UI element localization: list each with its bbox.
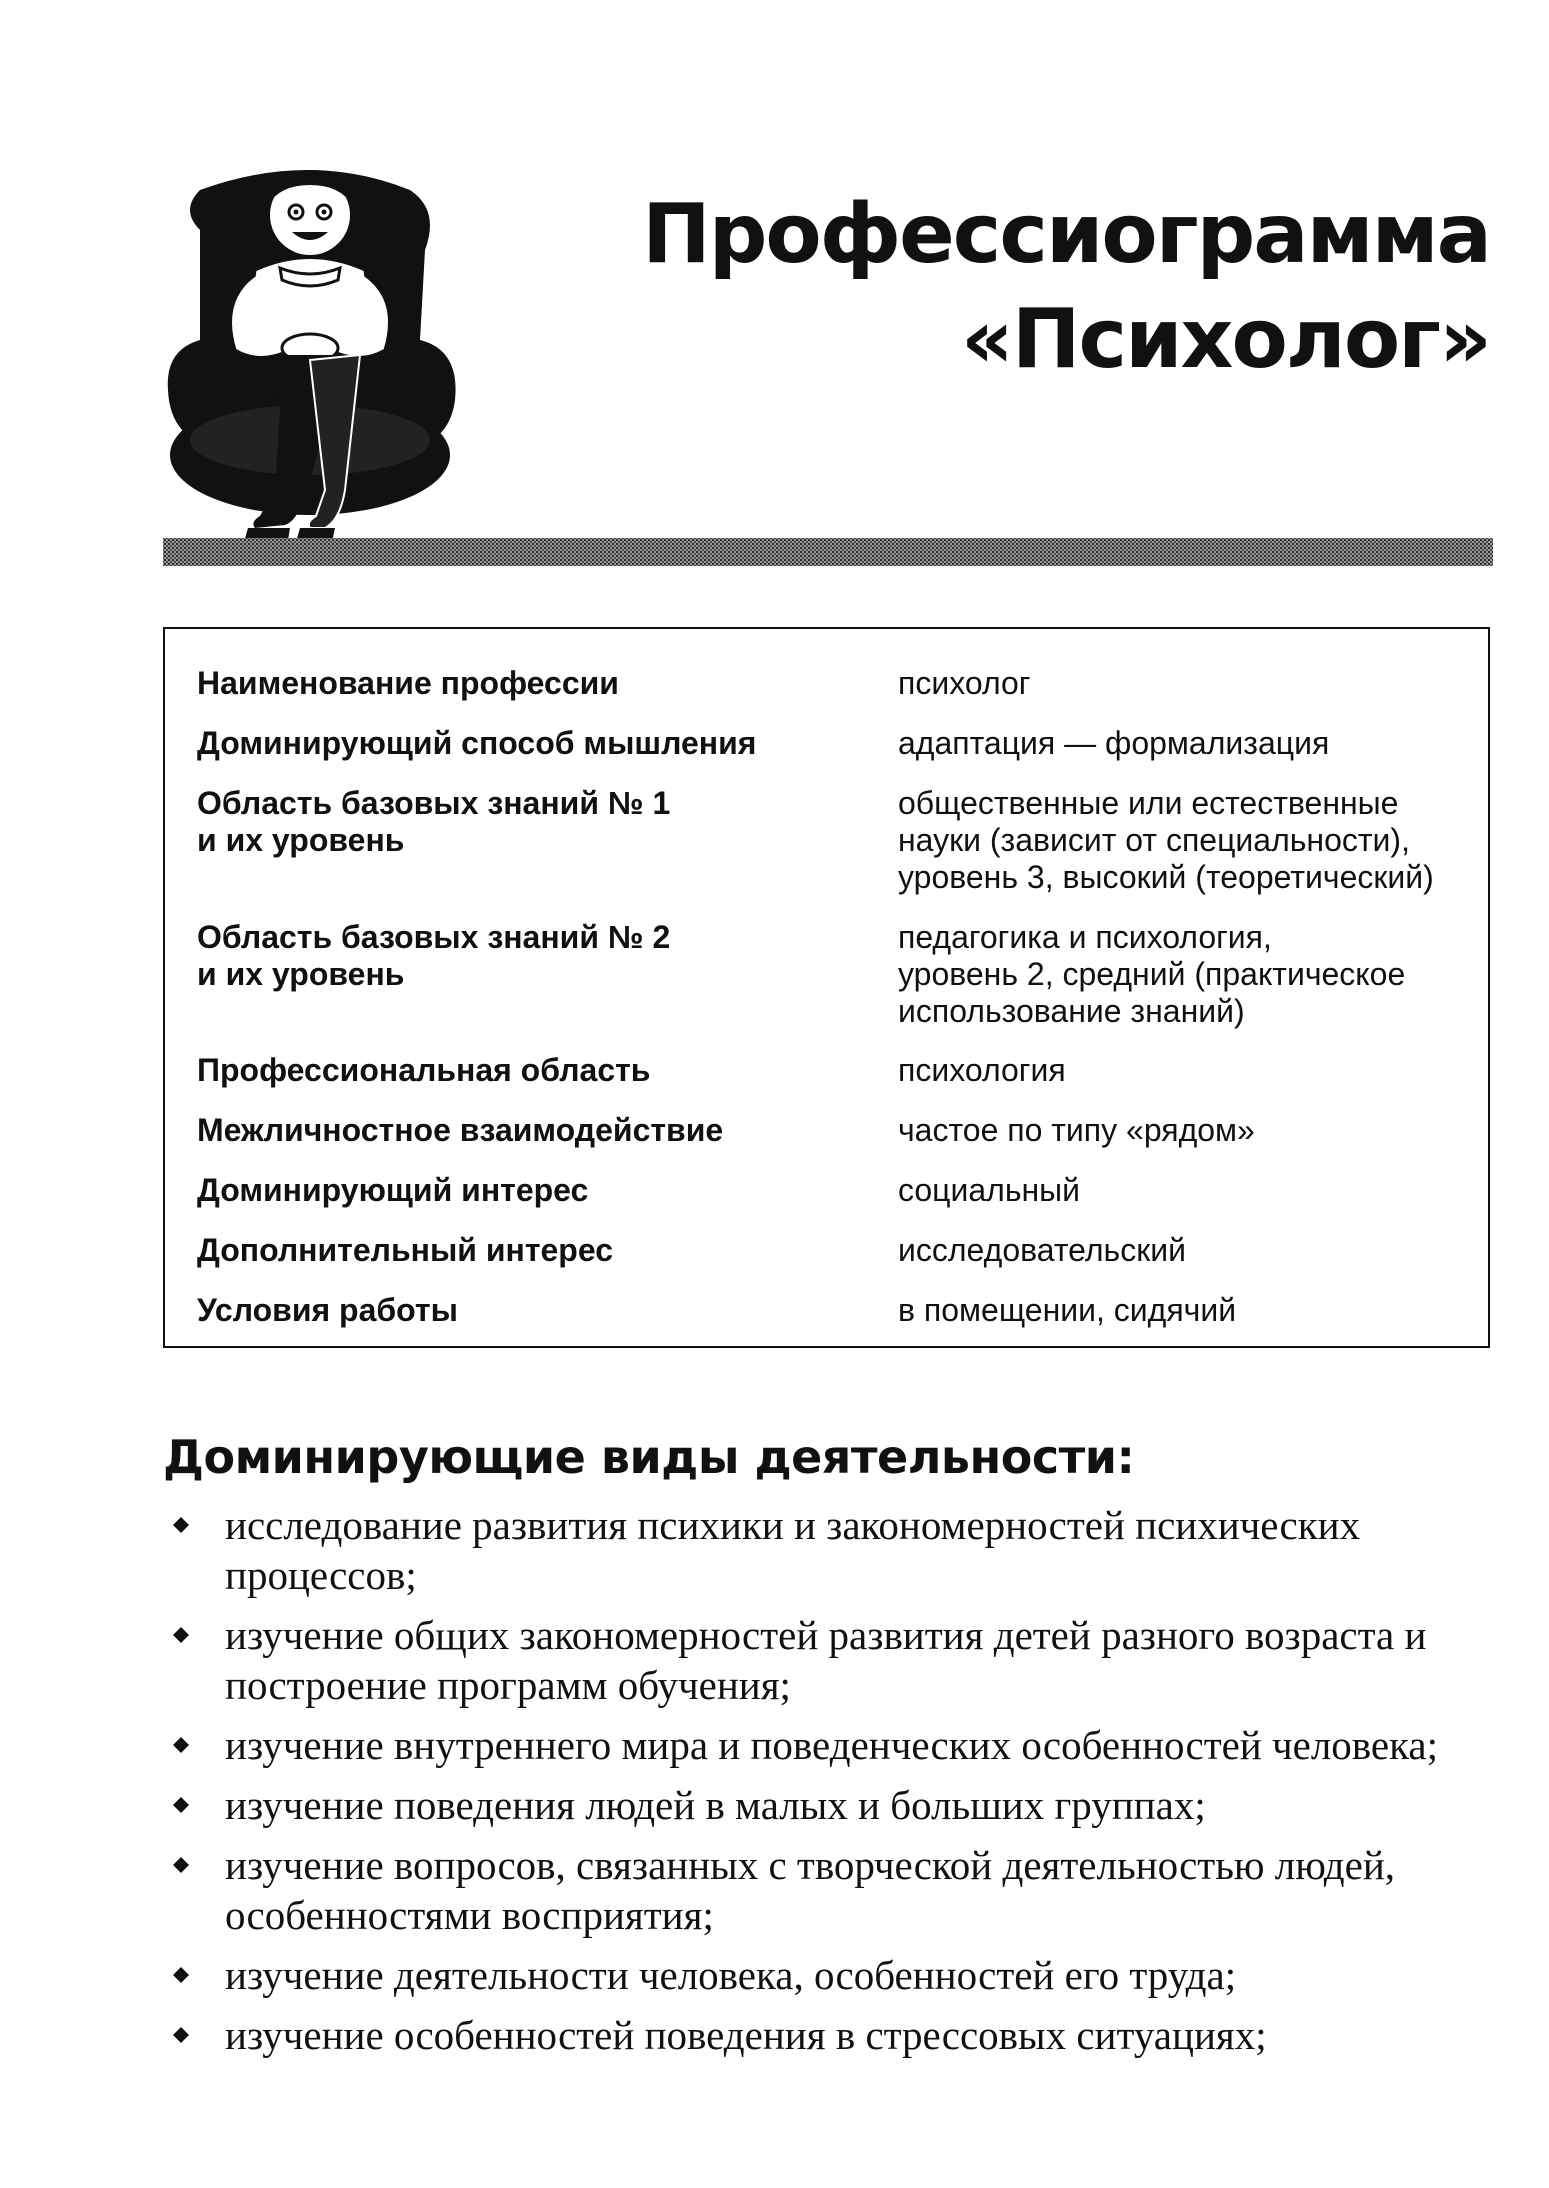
person-in-armchair-illustration	[160, 150, 460, 550]
activity-text: изучение вопросов, связанных с творческой деятельностью людей, особенностями восприятия;	[225, 1842, 1396, 1938]
info-label: Доминирующий способ мышления	[197, 725, 757, 761]
info-label: Доминирующий интерес	[197, 1172, 589, 1208]
list-item	[163, 1500, 1498, 1600]
info-label: Профессиональная область	[197, 1052, 651, 1088]
info-label: Условия работы	[197, 1292, 458, 1328]
info-value: психолог	[898, 665, 1031, 701]
activity-text: исследование развития психики и закономерностей психических процессов;	[225, 1502, 1361, 1598]
activity-text: изучение поведения людей в малых и больших группах;	[225, 1782, 1206, 1828]
title-line-profession-chart: Профессиограмма	[642, 187, 1490, 282]
page-title	[590, 185, 1490, 395]
info-value: социальный	[898, 1172, 1081, 1208]
info-value: педагогика и психология, уровень 2, средний (практическое использование знаний)	[898, 919, 1406, 1029]
diamond-bullet-icon	[173, 2027, 189, 2043]
list-item	[163, 1950, 1498, 2000]
info-label: Наименование профессии	[197, 665, 619, 701]
dotted-separator-bar	[163, 538, 1493, 566]
info-value: общественные или естественные науки (зависит от специальности), уровень 3, высокий (теоретический)	[898, 785, 1434, 895]
info-label: Область базовых знаний № 1 и их уровень	[197, 785, 671, 858]
info-label: Дополнительный интерес	[197, 1232, 614, 1268]
activity-text: изучение деятельности человека, особенностей его труда;	[225, 1952, 1237, 1998]
title-line-profession-name: «Психолог»	[960, 292, 1490, 387]
activity-text: изучение внутреннего мира и поведенческих особенностей человека;	[225, 1722, 1438, 1768]
list-item	[163, 1780, 1498, 1830]
diamond-bullet-icon	[173, 1967, 189, 1983]
list-item	[163, 1840, 1498, 1940]
info-value: частое по типу «рядом»	[898, 1112, 1255, 1148]
info-value: исследовательский	[898, 1232, 1186, 1268]
activities-list	[163, 1500, 1498, 2070]
info-value: в помещении, сидячий	[898, 1292, 1237, 1328]
list-item	[163, 1720, 1498, 1770]
activities-heading: Доминирующие виды деятельности:	[163, 1430, 1135, 1484]
info-label: Межличностное взаимодействие	[197, 1112, 724, 1148]
diamond-bullet-icon	[173, 1517, 189, 1533]
info-value: адаптация — формализация	[898, 725, 1330, 761]
activity-text: изучение общих закономерностей развития детей разного возраста и построение программ обучения;	[225, 1612, 1427, 1708]
diamond-bullet-icon	[173, 1857, 189, 1873]
diamond-bullet-icon	[173, 1627, 189, 1643]
diamond-bullet-icon	[173, 1737, 189, 1753]
profession-info-table	[163, 627, 1490, 1348]
list-item	[163, 2010, 1498, 2060]
diamond-bullet-icon	[173, 1797, 189, 1813]
list-item	[163, 1610, 1498, 1710]
info-label: Область базовых знаний № 2 и их уровень	[197, 919, 671, 992]
info-value: психология	[898, 1052, 1066, 1088]
activity-text: изучение особенностей поведения в стрессовых ситуациях;	[225, 2012, 1267, 2058]
